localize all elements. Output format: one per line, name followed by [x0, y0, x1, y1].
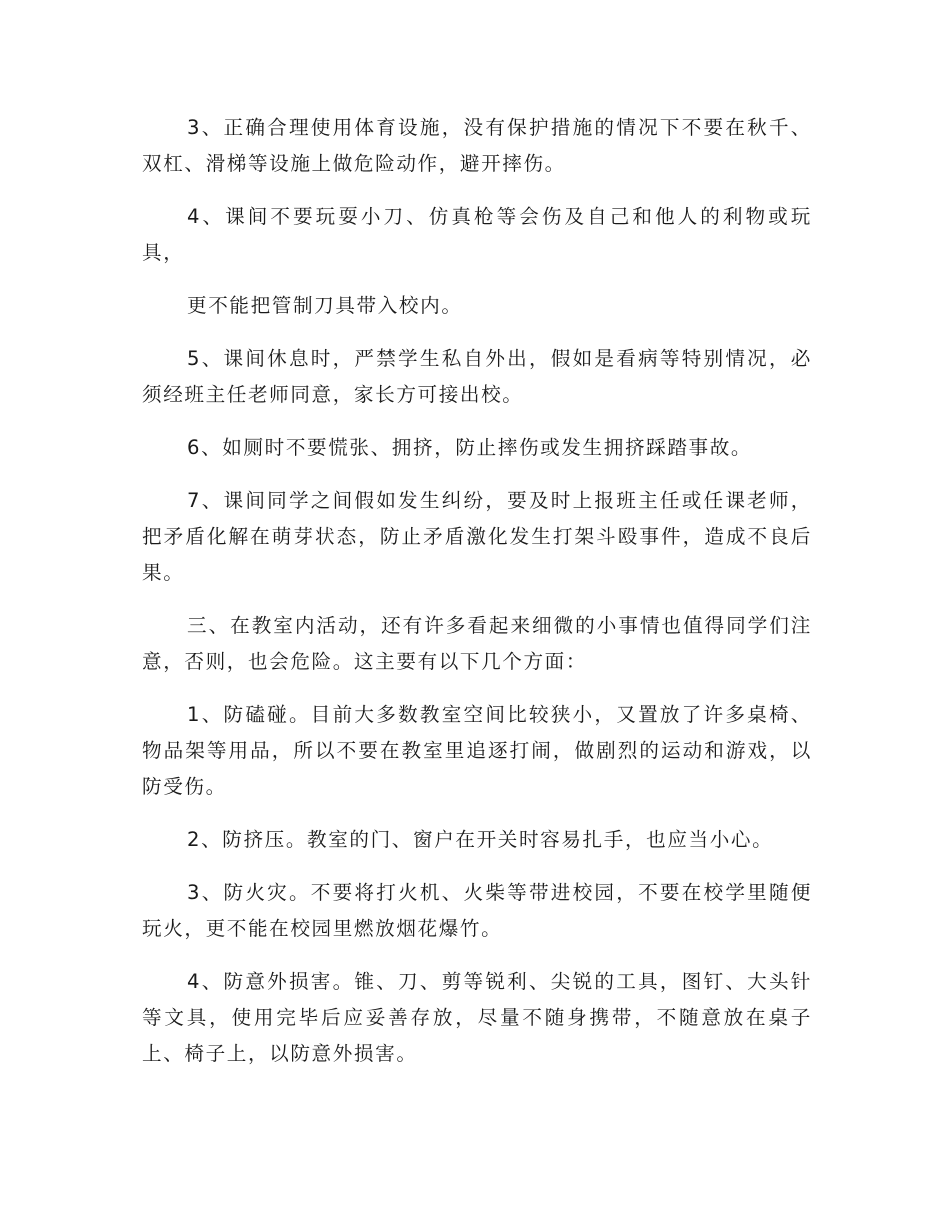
paragraph-section-3-classroom: 三、在教室内活动，还有许多看起来细微的小事情也值得同学们注意，否则，也会危险。这主要有以下几个方面： — [142, 614, 812, 673]
paragraph-item-3-sports-facilities: 3、正确合理使用体育设施，没有保护措施的情况下不要在秋千、双杠、滑梯等设施上做危险动作，避开摔伤。 — [142, 116, 812, 175]
paragraph-item-4-accidental-injury: 4、防意外损害。锥、刀、剪等锐利、尖锐的工具，图钉、大头针等文具，使用完毕后应妥善存放，尽量不随身携带，不随意放在桌子上、椅子上，以防意外损害。 — [142, 970, 812, 1065]
paragraph-item-1-bumps: 1、防磕碰。目前大多数教室空间比较狭小，又置放了许多桌椅、物品架等用品，所以不要在教室里追逐打闹，做剧烈的运动和游戏，以防受伤。 — [142, 703, 812, 798]
paragraph-item-2-pinching: 2、防挤压。教室的门、窗户在开关时容易扎手，也应当小心。 — [187, 828, 774, 851]
paragraph-item-7-disputes: 7、课间同学之间假如发生纠纷，要及时上报班主任或任课老师，把矛盾化解在萌芽状态，防止矛盾激化发生打架斗殴事件，造成不良后果。 — [142, 489, 812, 584]
paragraph-item-3-fire: 3、防火灾。不要将打火机、火柴等带进校园，不要在校学里随便玩火，更不能在校园里燃放烟花爆竹。 — [142, 881, 812, 940]
paragraph-item-4-dangerous-toys: 4、课间不要玩耍小刀、仿真枪等会伤及自己和他人的利物或玩具， — [142, 205, 812, 264]
paragraph-item-4-continued: 更不能把管制刀具带入校内。 — [187, 294, 463, 317]
document-body — [142, 110, 812, 1089]
paragraph-item-6-restroom: 6、如厕时不要慌张、拥挤，防止摔伤或发生拥挤踩踏事故。 — [187, 436, 753, 459]
paragraph-item-5-leaving-school: 5、课间休息时，严禁学生私自外出，假如是看病等特别情况，必须经班主任老师同意，家长方可接出校。 — [142, 347, 812, 406]
